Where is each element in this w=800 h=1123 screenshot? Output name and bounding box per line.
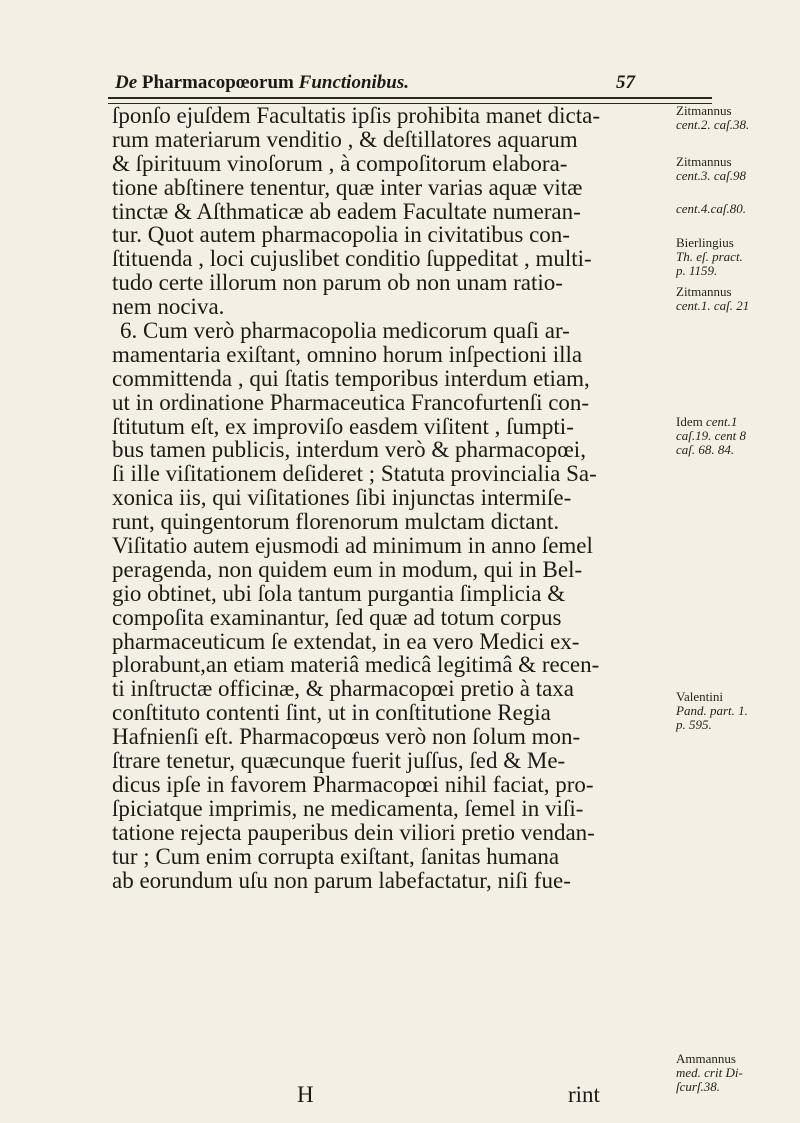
text-line: dicus ipſe in favorem Pharmacopœi nihil faciat, pro- — [112, 771, 594, 797]
text-line: nem nociva. — [112, 294, 225, 320]
marginal-reference: med. crit Di- — [676, 1065, 743, 1080]
running-title — [115, 72, 409, 94]
marginal-note — [676, 690, 800, 732]
catchline — [112, 1082, 672, 1108]
marginal-reference: ſcurſ.38. — [676, 1079, 721, 1094]
marginal-note — [676, 104, 800, 132]
marginal-reference: cent.2. caſ.38. — [676, 117, 750, 132]
text-line: ſi ille viſitationem deſideret ; Statuta provincialia Sa- — [112, 461, 597, 487]
running-title-part3: Functionibus. — [298, 72, 409, 93]
running-title-part1: De — [115, 72, 138, 93]
marginal-reference: cent.3. caſ.98 — [676, 168, 747, 183]
text-line: plorabunt,an etiam materiâ medicâ legitimâ & recen- — [112, 652, 600, 678]
text-line: compoſita examinantur, ſed quæ ad totum corpus — [112, 604, 562, 630]
marginal-note — [676, 202, 800, 216]
text-line: conſtituto contenti ſint, ut in conſtitutione Regia — [112, 700, 551, 726]
marginal-author: Zitmannus — [676, 154, 732, 169]
text-line: tinctæ & Aſthmaticæ ab eadem Facultate numeran- — [112, 198, 581, 224]
text-line: tur. Quot autem pharmacopolia in civitatibus con- — [112, 222, 570, 248]
text-line: ſpiciatque imprimis, ne medicamenta, ſemel in viſi- — [112, 795, 584, 821]
marginal-reference: cent.4.caſ.80. — [676, 201, 747, 216]
text-line: pharmaceuticum ſe extendat, in ea vero Medici ex- — [112, 628, 580, 654]
text-line: runt, quingentorum florenorum mulctam dictant. — [112, 509, 560, 535]
marginal-reference: p. 595. — [676, 717, 712, 732]
marginal-author: Ammannus — [676, 1051, 736, 1066]
marginal-reference: p. 1159. — [676, 263, 718, 278]
marginal-note — [676, 1052, 800, 1094]
text-line: Viſitatio autem ejusmodi ad minimum in anno ſemel — [112, 533, 593, 559]
text-line: xonica iis, qui viſitationes ſibi injunctas intermiſe- — [112, 485, 572, 511]
marginal-note — [676, 415, 800, 457]
marginal-author-name: Idem — [676, 414, 703, 429]
text-line: & ſpirituum vinoſorum , à compoſitorum elabora- — [112, 150, 568, 176]
text-line: gio obtinet, ubi ſola tantum purgantia ſimplicia & — [112, 580, 566, 606]
text-line: rum materiarum venditio , & deſtillatores aquarum — [112, 126, 578, 152]
text-line: tur ; Cum enim corrupta exiſtant, ſanitas humana — [112, 843, 560, 869]
marginal-author: Zitmannus — [676, 103, 732, 118]
main-text-block — [112, 104, 672, 892]
marginal-author: Bierlingius — [676, 235, 734, 250]
text-line: ſtituenda , loci cujuslibet conditio ſuppeditat , multi- — [112, 246, 592, 272]
marginal-note — [676, 155, 800, 183]
marginal-reference: cent.1 — [705, 414, 738, 429]
running-header — [115, 72, 635, 96]
text-line: ſtrare tenetur, quæcunque fuerit juſſus, ſed & Me- — [112, 748, 566, 774]
marginal-reference: Th. eſ. pract. — [676, 249, 743, 264]
text-line: mamentaria exiſtant, omnino horum inſpectioni illa — [112, 341, 583, 367]
text-line: ſtitutum eſt, ex improviſo easdem viſitent , ſumpti- — [112, 413, 574, 439]
marginal-author: Valentini — [676, 689, 723, 704]
marginal-reference: Pand. part. 1. — [676, 703, 748, 718]
text-line: ut in ordinatione Pharmaceutica Francofurtenſi con- — [112, 389, 590, 415]
text-line: tione abſtinere tenentur, quæ inter varias aquæ vitæ — [112, 174, 583, 200]
text-line: committenda , qui ſtatis temporibus interdum etiam, — [112, 365, 590, 391]
catchword: rint — [568, 1082, 600, 1107]
marginal-note — [676, 236, 800, 278]
text-line: Hafnienſi eſt. Pharmacopœus verò non ſolum mon- — [112, 724, 581, 750]
text-line: ſponſo ejuſdem Facultatis ipſis prohibita manet dicta- — [112, 103, 601, 128]
text-line: bus tamen publicis, interdum verò & pharmacopœi, — [112, 437, 586, 463]
page-number: 57 — [616, 72, 635, 93]
marginal-note — [676, 285, 800, 313]
text-line: tatione rejecta pauperibus dein viliori pretio vendan- — [112, 819, 595, 845]
text-line: tudo certe illorum non parum ob non unam ratio- — [112, 270, 563, 296]
text-line: peragenda, non quidem eum in modum, qui in Bel- — [112, 556, 583, 582]
marginal-reference: caſ. 68. 84. — [676, 442, 735, 457]
signature-mark: H — [297, 1082, 314, 1107]
marginal-author — [676, 415, 800, 429]
marginal-reference: cent.1. caſ. 21 — [676, 298, 750, 313]
text-line: ab eorundum uſu non parum labefactatur, niſi fue- — [112, 867, 571, 893]
running-title-part2: Pharmacopœorum — [141, 72, 294, 93]
text-line: ti inſtructæ officinæ, & pharmacopœi pretio à taxa — [112, 676, 575, 702]
marginal-author: Zitmannus — [676, 284, 732, 299]
text-line: 6. Cum verò pharmacopolia medicorum quaſi ar- — [120, 318, 570, 344]
marginal-reference: caſ.19. cent 8 — [676, 428, 747, 443]
